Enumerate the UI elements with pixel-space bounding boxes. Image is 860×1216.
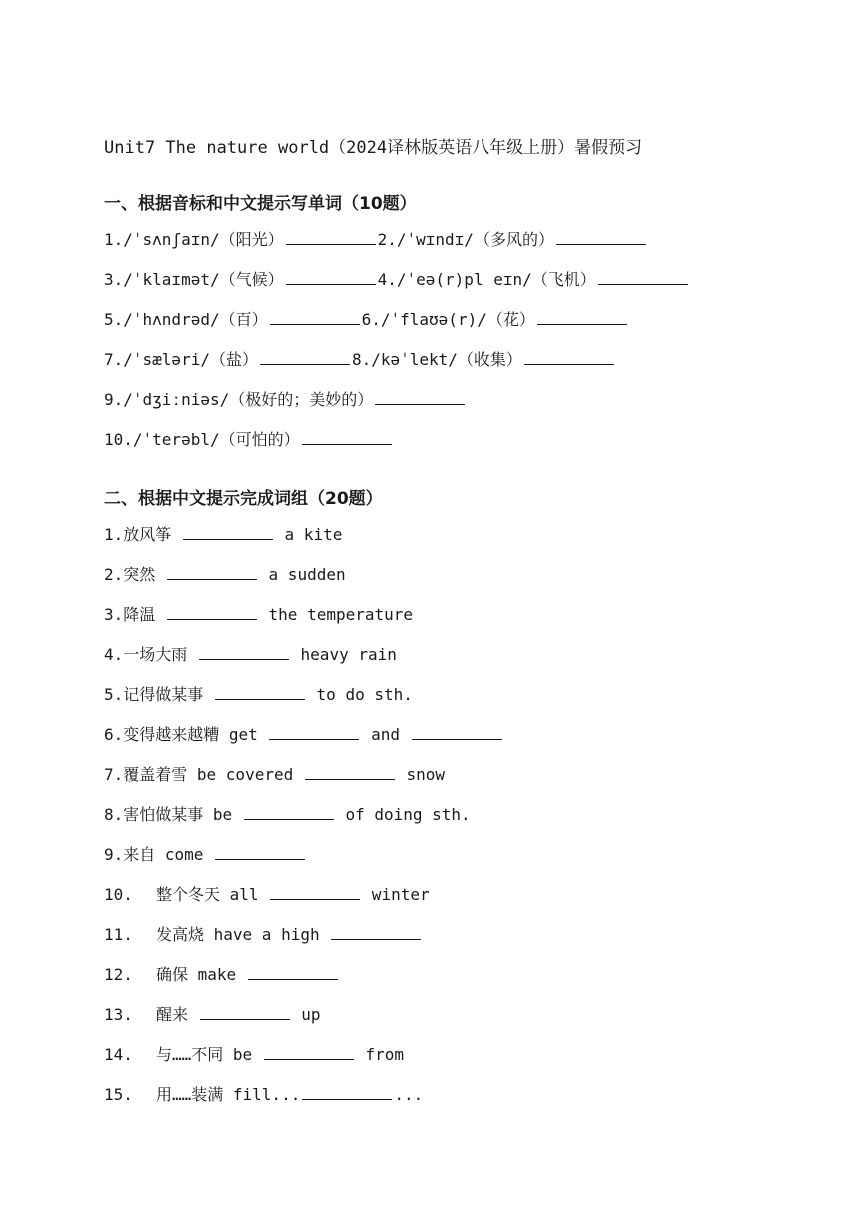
answer-blank[interactable] bbox=[215, 685, 305, 700]
item-text: from bbox=[355, 1045, 404, 1064]
section2-item-11 bbox=[104, 924, 423, 946]
answer-blank[interactable] bbox=[524, 350, 614, 365]
item-number: 11. bbox=[104, 925, 133, 944]
section2-item-15 bbox=[104, 1084, 423, 1106]
answer-blank[interactable] bbox=[537, 310, 627, 325]
answer-blank[interactable] bbox=[286, 230, 376, 245]
answer-blank[interactable] bbox=[260, 350, 350, 365]
item-text: 2.突然 bbox=[104, 565, 165, 584]
item-text: 10./ˈterəbl/（可怕的） bbox=[104, 430, 300, 449]
item-text: ... bbox=[394, 1085, 424, 1104]
item-text: 6./ˈflaʊə(r)/（花） bbox=[361, 310, 535, 329]
answer-blank[interactable] bbox=[302, 1085, 392, 1100]
item-text: 8.害怕做某事 be bbox=[104, 805, 242, 824]
item-number: 14. bbox=[104, 1045, 133, 1064]
item-text: 9.来自 come bbox=[104, 845, 214, 864]
answer-blank[interactable] bbox=[167, 565, 257, 580]
item-text: a sudden bbox=[258, 565, 346, 584]
item-number: 10. bbox=[104, 885, 133, 904]
section2-item-1 bbox=[104, 524, 342, 546]
section1-line-2 bbox=[104, 269, 690, 291]
answer-blank[interactable] bbox=[248, 965, 338, 980]
item-text: a kite bbox=[274, 525, 343, 544]
item-text: up bbox=[291, 1005, 321, 1024]
item-text: 7./ˈsæləri/（盐） bbox=[104, 350, 258, 369]
item-text: 发高烧 have a high bbox=[156, 925, 330, 944]
answer-blank[interactable] bbox=[270, 885, 360, 900]
item-text: 确保 make bbox=[156, 965, 246, 984]
section2-heading: 二、根据中文提示完成词组（20题） bbox=[104, 489, 383, 509]
item-number: 12. bbox=[104, 965, 133, 984]
section2-item-6 bbox=[104, 724, 504, 746]
item-text: 8./kəˈlekt/（收集） bbox=[351, 350, 522, 369]
section2-item-3 bbox=[104, 604, 413, 626]
answer-blank[interactable] bbox=[270, 310, 360, 325]
item-text: to do sth. bbox=[306, 685, 413, 704]
item-text: snow bbox=[396, 765, 446, 784]
item-text: 与……不同 be bbox=[156, 1045, 262, 1064]
item-text: 1./ˈsʌnʃaɪn/（阳光） bbox=[104, 230, 284, 249]
item-number: 15. bbox=[104, 1085, 133, 1104]
item-text: 2./ˈwɪndɪ/（多风的） bbox=[377, 230, 554, 249]
section2-item-8 bbox=[104, 804, 471, 826]
item-text: and bbox=[361, 725, 410, 744]
section2-item-4 bbox=[104, 644, 397, 666]
answer-blank[interactable] bbox=[598, 270, 688, 285]
section2-item-14 bbox=[104, 1044, 404, 1066]
answer-blank[interactable] bbox=[375, 390, 465, 405]
item-text: of doing sth. bbox=[335, 805, 471, 824]
answer-blank[interactable] bbox=[302, 430, 392, 445]
item-text: heavy rain bbox=[290, 645, 397, 664]
item-text: 4./ˈeə(r)pl eɪn/（飞机） bbox=[377, 270, 596, 289]
answer-blank[interactable] bbox=[200, 1005, 290, 1020]
answer-blank[interactable] bbox=[556, 230, 646, 245]
item-text: winter bbox=[362, 885, 430, 904]
item-text: 4.一场大雨 bbox=[104, 645, 197, 664]
section1-line-5 bbox=[104, 389, 467, 411]
item-text: 7.覆盖着雪 be covered bbox=[104, 765, 303, 784]
section2-item-7 bbox=[104, 764, 445, 786]
section1-heading: 一、根据音标和中文提示写单词（10题） bbox=[104, 194, 417, 214]
section1-line-3 bbox=[104, 309, 629, 331]
item-number: 13. bbox=[104, 1005, 133, 1024]
section1-line-6 bbox=[104, 429, 394, 451]
answer-blank[interactable] bbox=[286, 270, 376, 285]
answer-blank[interactable] bbox=[183, 525, 273, 540]
answer-blank[interactable] bbox=[305, 765, 395, 780]
item-text: 5./ˈhʌndrəd/（百） bbox=[104, 310, 268, 329]
answer-blank[interactable] bbox=[215, 845, 305, 860]
answer-blank[interactable] bbox=[244, 805, 334, 820]
item-text: 用……装满 fill... bbox=[156, 1085, 301, 1104]
section1-line-4 bbox=[104, 349, 616, 371]
document-title: Unit7 The nature world（2024译林版英语八年级上册）暑假预习 bbox=[104, 138, 643, 158]
answer-blank[interactable] bbox=[331, 925, 421, 940]
item-text: 3./ˈklaɪmət/（气候） bbox=[104, 270, 284, 289]
item-text: the temperature bbox=[258, 605, 414, 624]
section2-item-2 bbox=[104, 564, 346, 586]
section2-item-5 bbox=[104, 684, 413, 706]
section2-item-12 bbox=[104, 964, 340, 986]
item-text: 9./ˈdʒiːniəs/（极好的；美妙的） bbox=[104, 390, 374, 409]
answer-blank[interactable] bbox=[412, 725, 502, 740]
item-text: 6.变得越来越糟 get bbox=[104, 725, 268, 744]
section2-item-13 bbox=[104, 1004, 321, 1026]
section2-item-10 bbox=[104, 884, 430, 906]
item-text: 醒来 bbox=[156, 1005, 198, 1024]
answer-blank[interactable] bbox=[199, 645, 289, 660]
item-text: 整个冬天 all bbox=[156, 885, 269, 904]
answer-blank[interactable] bbox=[269, 725, 359, 740]
section1-line-1 bbox=[104, 229, 648, 251]
section2-item-9 bbox=[104, 844, 307, 866]
answer-blank[interactable] bbox=[264, 1045, 354, 1060]
answer-blank[interactable] bbox=[167, 605, 257, 620]
item-text: 1.放风筝 bbox=[104, 525, 181, 544]
item-text: 3.降温 bbox=[104, 605, 165, 624]
item-text: 5.记得做某事 bbox=[104, 685, 213, 704]
